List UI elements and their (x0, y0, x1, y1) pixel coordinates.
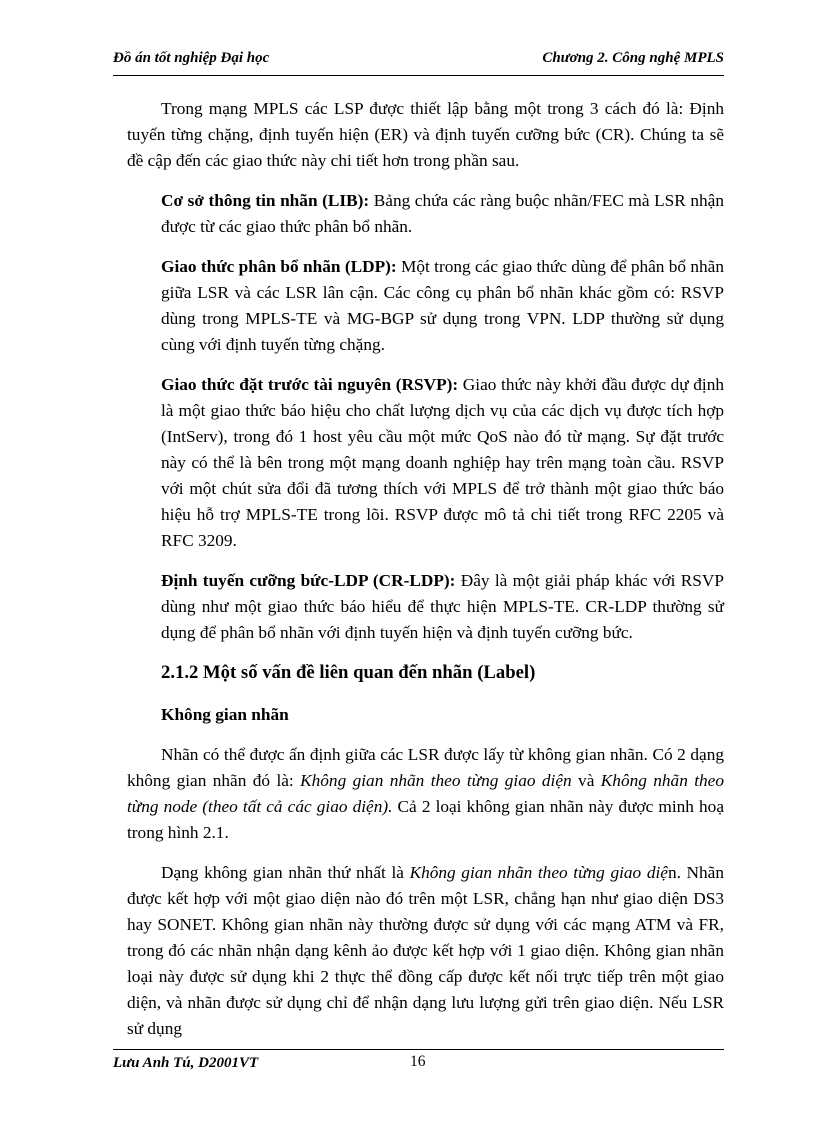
page-header (113, 50, 724, 67)
italic-run: Không gian nhãn theo từng giao diện (300, 771, 572, 790)
text-run: và (571, 771, 601, 790)
italic-run: Không gian nhãn theo từng giao diệ (409, 863, 668, 882)
subsection-heading: Không gian nhãn (161, 705, 289, 724)
text-run: Dạng không gian nhãn thứ nhất là (161, 863, 410, 882)
term-crldp: Định tuyến cưỡng bức-LDP (CR-LDP): (161, 571, 456, 590)
footer-author: Lưu Anh Tú, D2001VT (113, 1055, 259, 1071)
paragraph-label-space-types (127, 742, 724, 846)
definition-rsvp (127, 372, 724, 554)
paragraph-lsp-setup: Trong mạng MPLS các LSP được thiết lập bằng một trong 3 cách đó là: Định tuyến từng chặng, định tuyến hiện (ER) và định tuyến cưỡng bức (CR). Chúng ta sẽ đề cập đến các giao thức này chi tiết hơn trong phần sau. (127, 99, 724, 170)
header-document-title: Đồ án tốt nghiệp Đại học (113, 50, 270, 66)
text-run: Cả 2 loại không gian nhãn này được minh hoạ trong hình 2.1. (127, 797, 724, 842)
footer-divider (113, 1049, 724, 1050)
definition-lib-text: Bảng chứa các ràng buộc nhãn/FEC mà LSR nhận được từ các giao thức phân bổ nhãn. (161, 191, 724, 236)
definition-lib (127, 188, 724, 240)
term-lib: Cơ sở thông tin nhãn (LIB): (161, 191, 370, 210)
page-content (127, 96, 724, 1056)
section-heading: 2.1.2 Một số vấn đề liên quan đến nhãn (Label) (161, 662, 536, 683)
definition-crldp (127, 568, 724, 646)
term-rsvp: Giao thức đặt trước tài nguyên (RSVP): (161, 375, 459, 394)
definition-ldp (127, 254, 724, 358)
term-ldp: Giao thức phân bổ nhãn (LDP): (161, 257, 397, 276)
text-run: Nhãn có thể được ấn định giữa các LSR được lấy từ không gian nhãn. Có 2 dạng không gian nhãn đó là: (127, 745, 724, 790)
page-number: 16 (410, 1053, 426, 1070)
definition-crldp-text: Đây là một giải pháp khác với RSVP dùng như một giao thức báo hiểu để thực hiện MPLS-TE. CR-LDP thường sử dụng để phân bổ nhãn với định tuyến hiện và định tuyến cưỡng bức. (161, 571, 724, 642)
header-divider (113, 75, 724, 76)
definition-ldp-text: Một trong các giao thức dùng để phân bổ nhãn giữa LSR và các LSR lân cận. Các công cụ phân bổ nhãn khác gồm có: RSVP dùng trong MPLS-TE và MG-BGP sử dụng trong VPN. LDP thường sử dụng cùng với định tuyến từng chặng. (161, 257, 724, 354)
italic-run: Không nhãn theo từng node (theo tất cả các giao diện). (127, 771, 724, 816)
paragraph-per-interface-space (127, 860, 724, 1042)
header-chapter-title: Chương 2. Công nghệ MPLS (542, 50, 724, 66)
definition-rsvp-text: Giao thức này khởi đầu được dự định là một giao thức báo hiệu cho chất lượng dịch vụ của các dịch vụ được tích hợp (IntServ), trong đó 1 host yêu cầu một mức QoS nào đó từ mạng. Sự đặt trước này có thể là bên trong một mạng doanh nghiệp hay trên mạng toàn cầu. RSVP với một chút sửa đổi đã tương thích với MPLS để trở thành một giao thức báo hiệu hỗ trợ MPLS-TE trong lõi. RSVP được mô tả chi tiết trong RFC 2205 và RFC 3209. (161, 375, 724, 550)
text-run: n. Nhãn được kết hợp với một giao diện nào đó trên một LSR, chẳng hạn như giao diện DS3 hay SONET. Không gian nhãn này thường được sử dụng với các mạng ATM và FR, trong đó các nhãn nhận dạng kênh ảo được kết hợp với 1 giao diện. Không gian nhãn loại này được sử dụng khi 2 thực thể đồng cấp được kết nối trực tiếp trên một giao diện, và nhãn được sử dụng chỉ để nhận dạng lưu lượng gửi trên giao diện. Nếu LSR sử dụng (127, 863, 724, 1038)
